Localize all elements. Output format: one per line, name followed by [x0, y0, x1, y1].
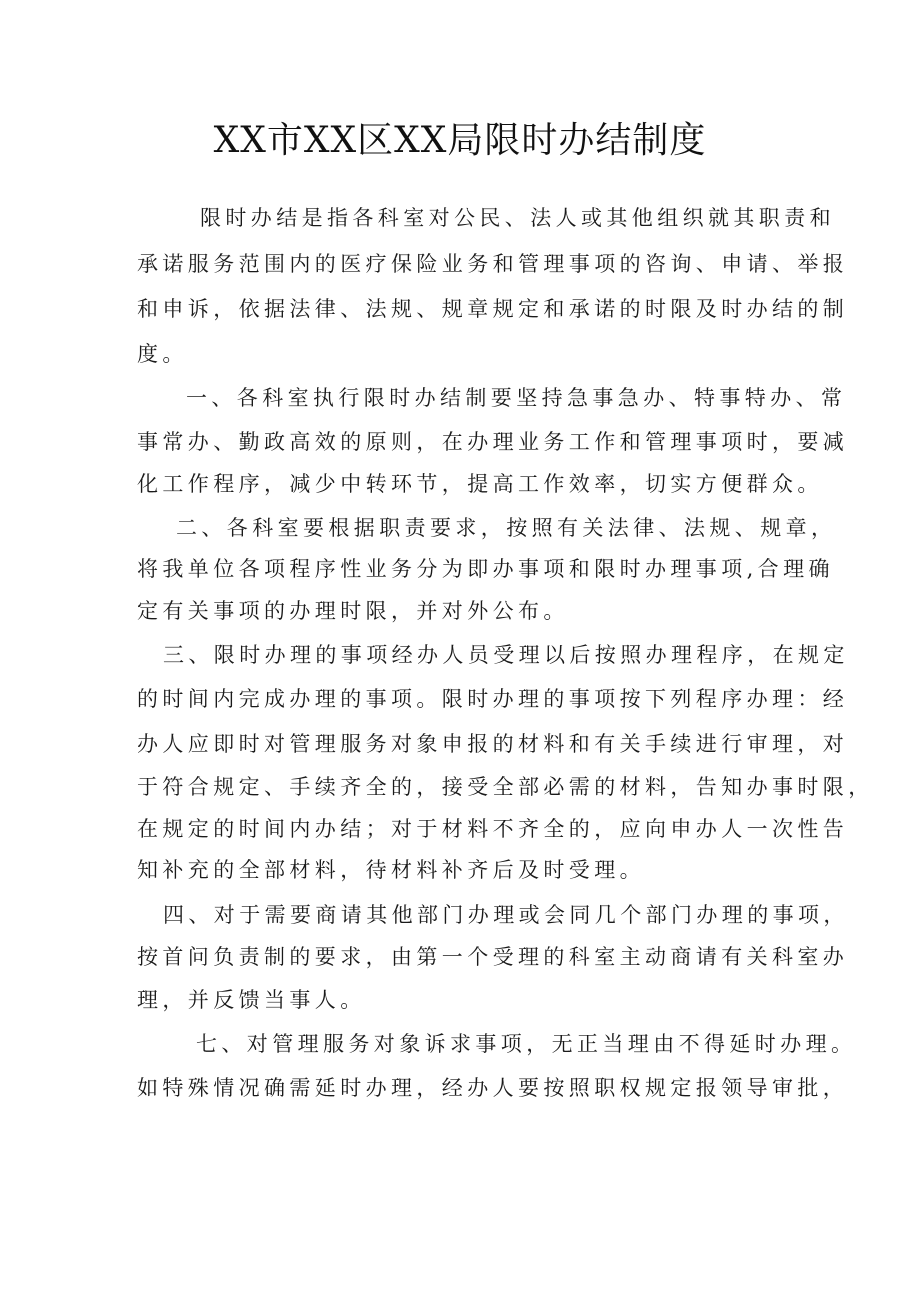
paragraph-line: 事常办、勤政高效的原则，在办理业务工作和管理事项时，要减: [137, 430, 849, 454]
paragraph-line: 在规定的时间内办结；对于材料不齐全的，应向申办人一次性告: [137, 817, 849, 841]
paragraph-line: 理，并反馈当事人。: [137, 988, 366, 1012]
paragraph-line: 和申诉，依据法律、法规、规章规定和承诺的时限及时办结的制: [137, 297, 849, 321]
paragraph-line: 三、限时办理的事项经办人员受理以后按照办理程序，在规定: [163, 643, 849, 667]
document-title: XX市XX区XX局限时办结制度: [213, 120, 707, 161]
paragraph-line: 承诺服务范围内的医疗保险业务和管理事项的咨询、申请、举报: [137, 252, 849, 276]
paragraph-line: 一、各科室执行限时办结制要坚持急事急办、特事特办、常: [186, 386, 847, 410]
paragraph-line: 将我单位各项程序性业务分为即办事项和限时办理事项,合理确: [137, 557, 834, 581]
paragraph-line: 的时间内完成办理的事项。限时办理的事项按下列程序办理：经: [137, 687, 849, 711]
paragraph-line: 按首问负责制的要求，由第一个受理的科室主动商请有关科室办: [137, 945, 849, 969]
paragraph-line: 于符合规定、手续齐全的，接受全部必需的材料，告知办事时限，: [137, 775, 874, 799]
paragraph-line: 知补充的全部材料，待材料补齐后及时受理。: [137, 858, 645, 882]
paragraph-line: 二、各科室要根据职责要求，按照有关法律、法规、规章，: [176, 516, 837, 540]
paragraph-line: 化工作程序，减少中转环节，提高工作效率，切实方便群众。: [137, 472, 823, 496]
paragraph-line: 如特殊情况确需延时办理，经办人要按照职权规定报领导审批，: [137, 1076, 849, 1100]
paragraph-line: 定有关事项的办理时限，并对外公布。: [137, 599, 569, 623]
paragraph-line: 限时办结是指各科室对公民、法人或其他组织就其职责和: [200, 206, 835, 230]
paragraph-line: 度。: [137, 342, 188, 366]
paragraph-line: 四、对于需要商请其他部门办理或会同几个部门办理的事项，: [163, 903, 849, 927]
paragraph-line: 七、对管理服务对象诉求事项，无正当理由不得延时办理。: [196, 1032, 857, 1056]
paragraph-line: 办人应即时对管理服务对象申报的材料和有关手续进行审理，对: [137, 732, 849, 756]
